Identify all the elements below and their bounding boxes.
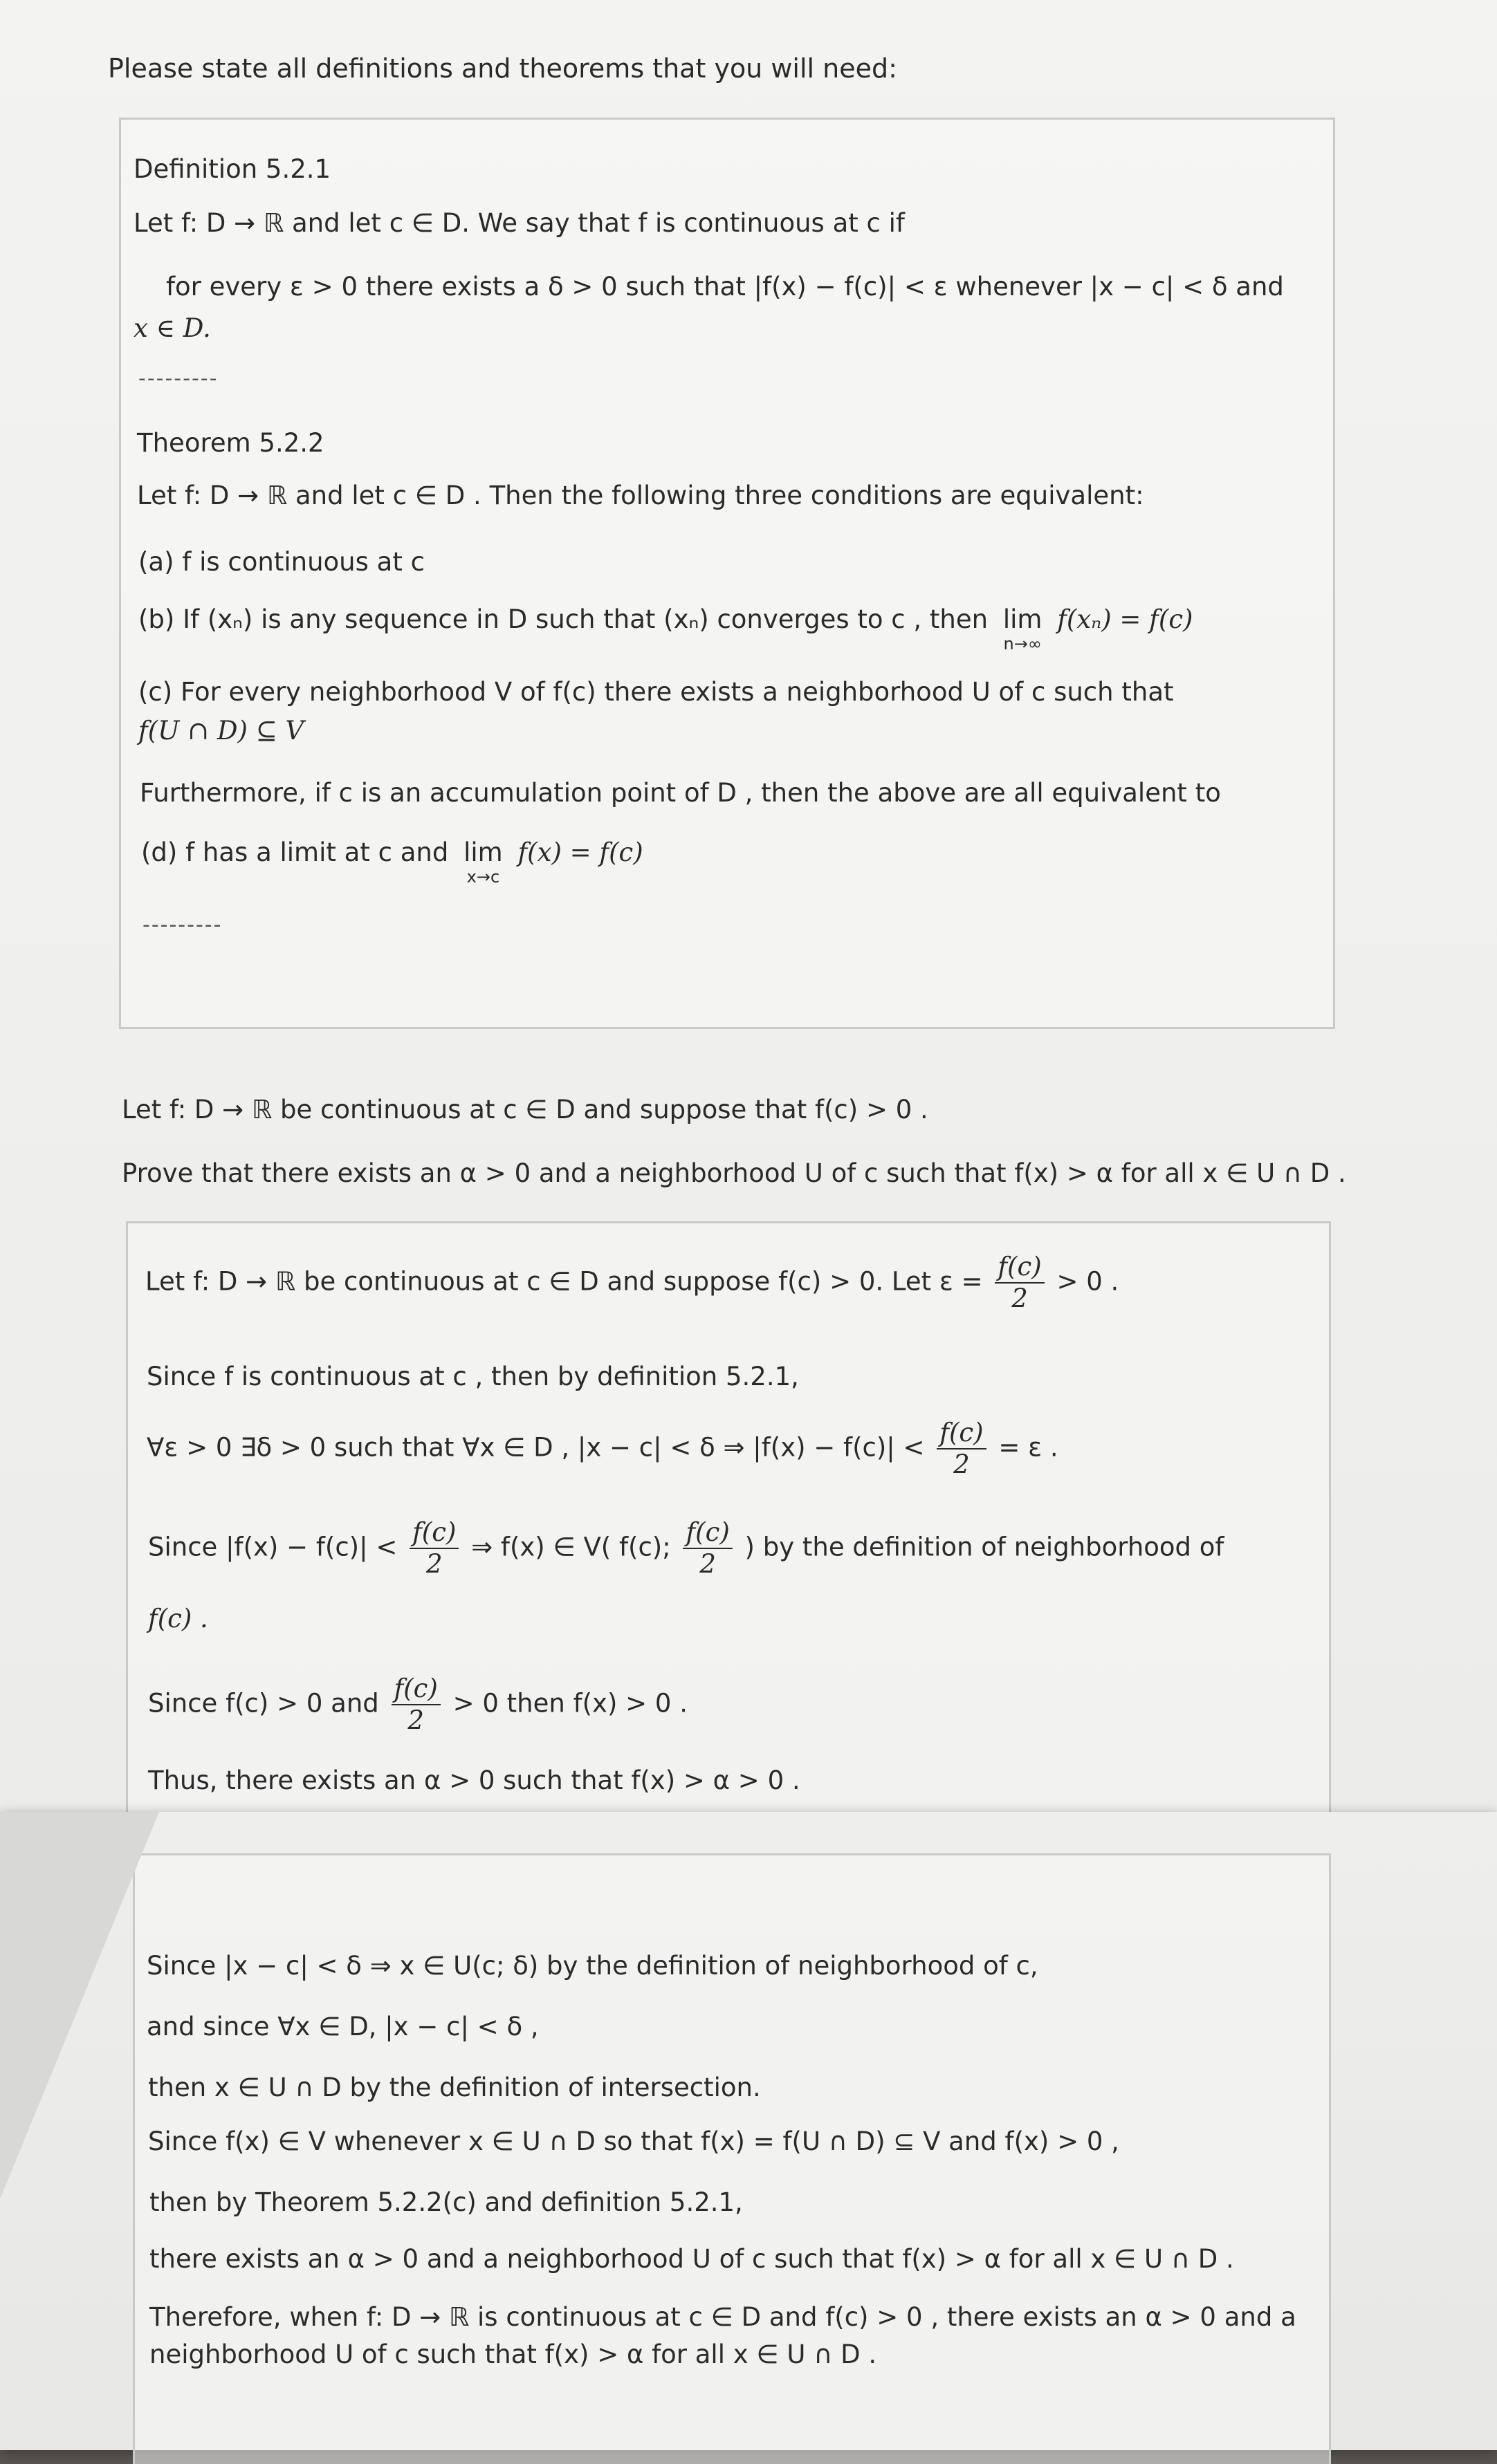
fraction bbox=[995, 1252, 1044, 1314]
theorem-condition-c-line-2: f(U ∩ D) ⊆ V bbox=[138, 716, 304, 745]
theorem-title: Theorem 5.2.2 bbox=[137, 428, 324, 458]
theorem-condition-c-line-1: (c) For every neighborhood V of f(c) there exists a neighborhood U of c such that bbox=[138, 677, 1174, 707]
proof-line-1-tail: > 0 . bbox=[1056, 1266, 1119, 1297]
theorem-condition-d bbox=[141, 837, 643, 885]
proof-continued-line-5: then by Theorem 5.2.2(c) and definition 5.2.1, bbox=[149, 2187, 743, 2217]
proof-line-1-text: Let f: D → ℝ be continuous at c ∈ D and suppose f(c) > 0. Let ε = bbox=[145, 1266, 983, 1297]
theorem-intro: Let f: D → ℝ and let c ∈ D . Then the following three conditions are equivalent: bbox=[137, 481, 1144, 510]
page-heading: Please state all definitions and theorems that you will need: bbox=[108, 53, 897, 84]
theorem-furthermore: Furthermore, if c is an accumulation point of D , then the above are all equivalent to bbox=[140, 778, 1221, 808]
problem-line-1: Let f: D → ℝ be continuous at c ∈ D and suppose that f(c) > 0 . bbox=[122, 1095, 928, 1124]
fraction-numerator: f(c) bbox=[392, 1674, 441, 1705]
fraction-numerator: f(c) bbox=[937, 1418, 986, 1449]
lim-subscript: x→c bbox=[466, 867, 500, 887]
condition-b-expression: f(xₙ) = f(c) bbox=[1057, 604, 1193, 634]
fraction-denominator: 2 bbox=[953, 1449, 970, 1479]
proof-line-4-continued: f(c) . bbox=[148, 1604, 208, 1633]
fraction bbox=[937, 1418, 986, 1480]
proof-line-3-text: ∀ε > 0 ∃δ > 0 such that ∀x ∈ D , |x − c| < δ ⇒ |f(x) − f(c)| < bbox=[147, 1432, 925, 1463]
proof-continued-line-4: Since f(x) ∈ V whenever x ∈ U ∩ D so that f(x) = f(U ∩ D) ⊆ V and f(x) > 0 , bbox=[148, 2127, 1119, 2156]
theorem-condition-b bbox=[138, 604, 1193, 652]
proof-line-4-part-b: ⇒ f(x) ∈ V( f(c); bbox=[471, 1532, 671, 1562]
definition-line-1: Let f: D → ℝ and let c ∈ D. We say that f is continuous at c if bbox=[134, 208, 905, 238]
proof-line-5-part-b: > 0 then f(x) > 0 . bbox=[452, 1688, 688, 1719]
condition-b-text: (b) If (xₙ) is any sequence in D such that (xₙ) converges to c , then bbox=[138, 604, 989, 634]
worksheet-page-2 bbox=[0, 1812, 1497, 2450]
fraction-denominator: 2 bbox=[699, 1549, 716, 1579]
proof-line-3-tail: = ε . bbox=[998, 1432, 1058, 1463]
fraction-numerator: f(c) bbox=[995, 1252, 1044, 1284]
proof-continued-line-6: there exists an α > 0 and a neighborhood U of c such that f(x) > α for all x ∈ U ∩ D . bbox=[149, 2244, 1234, 2274]
proof-line-3 bbox=[147, 1418, 1058, 1480]
proof-continued-line-2: and since ∀x ∈ D, |x − c| < δ , bbox=[147, 2012, 539, 2041]
condition-b-limit bbox=[1003, 604, 1043, 652]
definition-title: Definition 5.2.1 bbox=[134, 154, 331, 184]
proof-continued-box bbox=[133, 1853, 1331, 2464]
proof-continued-line-7: Therefore, when f: D → ℝ is continuous at c ∈ D and f(c) > 0 , there exists an α > 0 and a bbox=[149, 2302, 1296, 2332]
condition-d-limit bbox=[463, 837, 503, 885]
fraction-denominator: 2 bbox=[407, 1705, 424, 1735]
definition-line-3: x ∈ D. bbox=[134, 313, 211, 343]
proof-line-2: Since f is continuous at c , then by definition 5.2.1, bbox=[147, 1362, 799, 1391]
proof-continued-line-1: Since |x − c| < δ ⇒ x ∈ U(c; δ) by the definition of neighborhood of c, bbox=[147, 1951, 1038, 1981]
fraction-denominator: 2 bbox=[1011, 1284, 1028, 1313]
proof-line-6: Thus, there exists an α > 0 such that f(x) > α > 0 . bbox=[148, 1766, 800, 1795]
fraction-numerator: f(c) bbox=[683, 1517, 732, 1549]
lim-word: lim bbox=[1002, 604, 1043, 634]
definition-line-2: for every ε > 0 there exists a δ > 0 such that |f(x) − f(c)| < ε whenever |x − c| < δ and bbox=[166, 272, 1284, 302]
lim-word: lim bbox=[463, 837, 503, 867]
proof-line-1 bbox=[145, 1252, 1119, 1314]
fraction bbox=[410, 1517, 459, 1580]
proof-line-4-part-c: ) by the definition of neighborhood of bbox=[744, 1532, 1224, 1562]
proof-line-5-part-a: Since f(c) > 0 and bbox=[148, 1688, 379, 1719]
theorem-separator: --------- bbox=[143, 913, 223, 937]
condition-d-text: (d) f has a limit at c and bbox=[141, 837, 449, 867]
proof-continued-line-3: then x ∈ U ∩ D by the definition of intersection. bbox=[148, 2073, 761, 2102]
proof-line-4 bbox=[148, 1517, 1224, 1580]
definition-separator: --------- bbox=[138, 367, 219, 391]
proof-line-4-part-a: Since |f(x) − f(c)| < bbox=[148, 1532, 398, 1562]
fraction bbox=[392, 1674, 441, 1736]
proof-line-5 bbox=[148, 1674, 688, 1736]
problem-line-2: Prove that there exists an α > 0 and a neighborhood U of c such that f(x) > α for all x ∈ U ∩ D . bbox=[122, 1158, 1346, 1188]
fraction-denominator: 2 bbox=[425, 1549, 443, 1579]
fraction bbox=[683, 1517, 732, 1580]
condition-d-expression: f(x) = f(c) bbox=[517, 837, 643, 867]
fraction-numerator: f(c) bbox=[410, 1517, 459, 1549]
proof-continued-line-8: neighborhood U of c such that f(x) > α for all x ∈ U ∩ D . bbox=[149, 2340, 877, 2369]
paper-fold-shadow bbox=[0, 1812, 159, 2199]
theorem-condition-a: (a) f is continuous at c bbox=[138, 547, 425, 577]
lim-subscript: n→∞ bbox=[1003, 634, 1042, 654]
